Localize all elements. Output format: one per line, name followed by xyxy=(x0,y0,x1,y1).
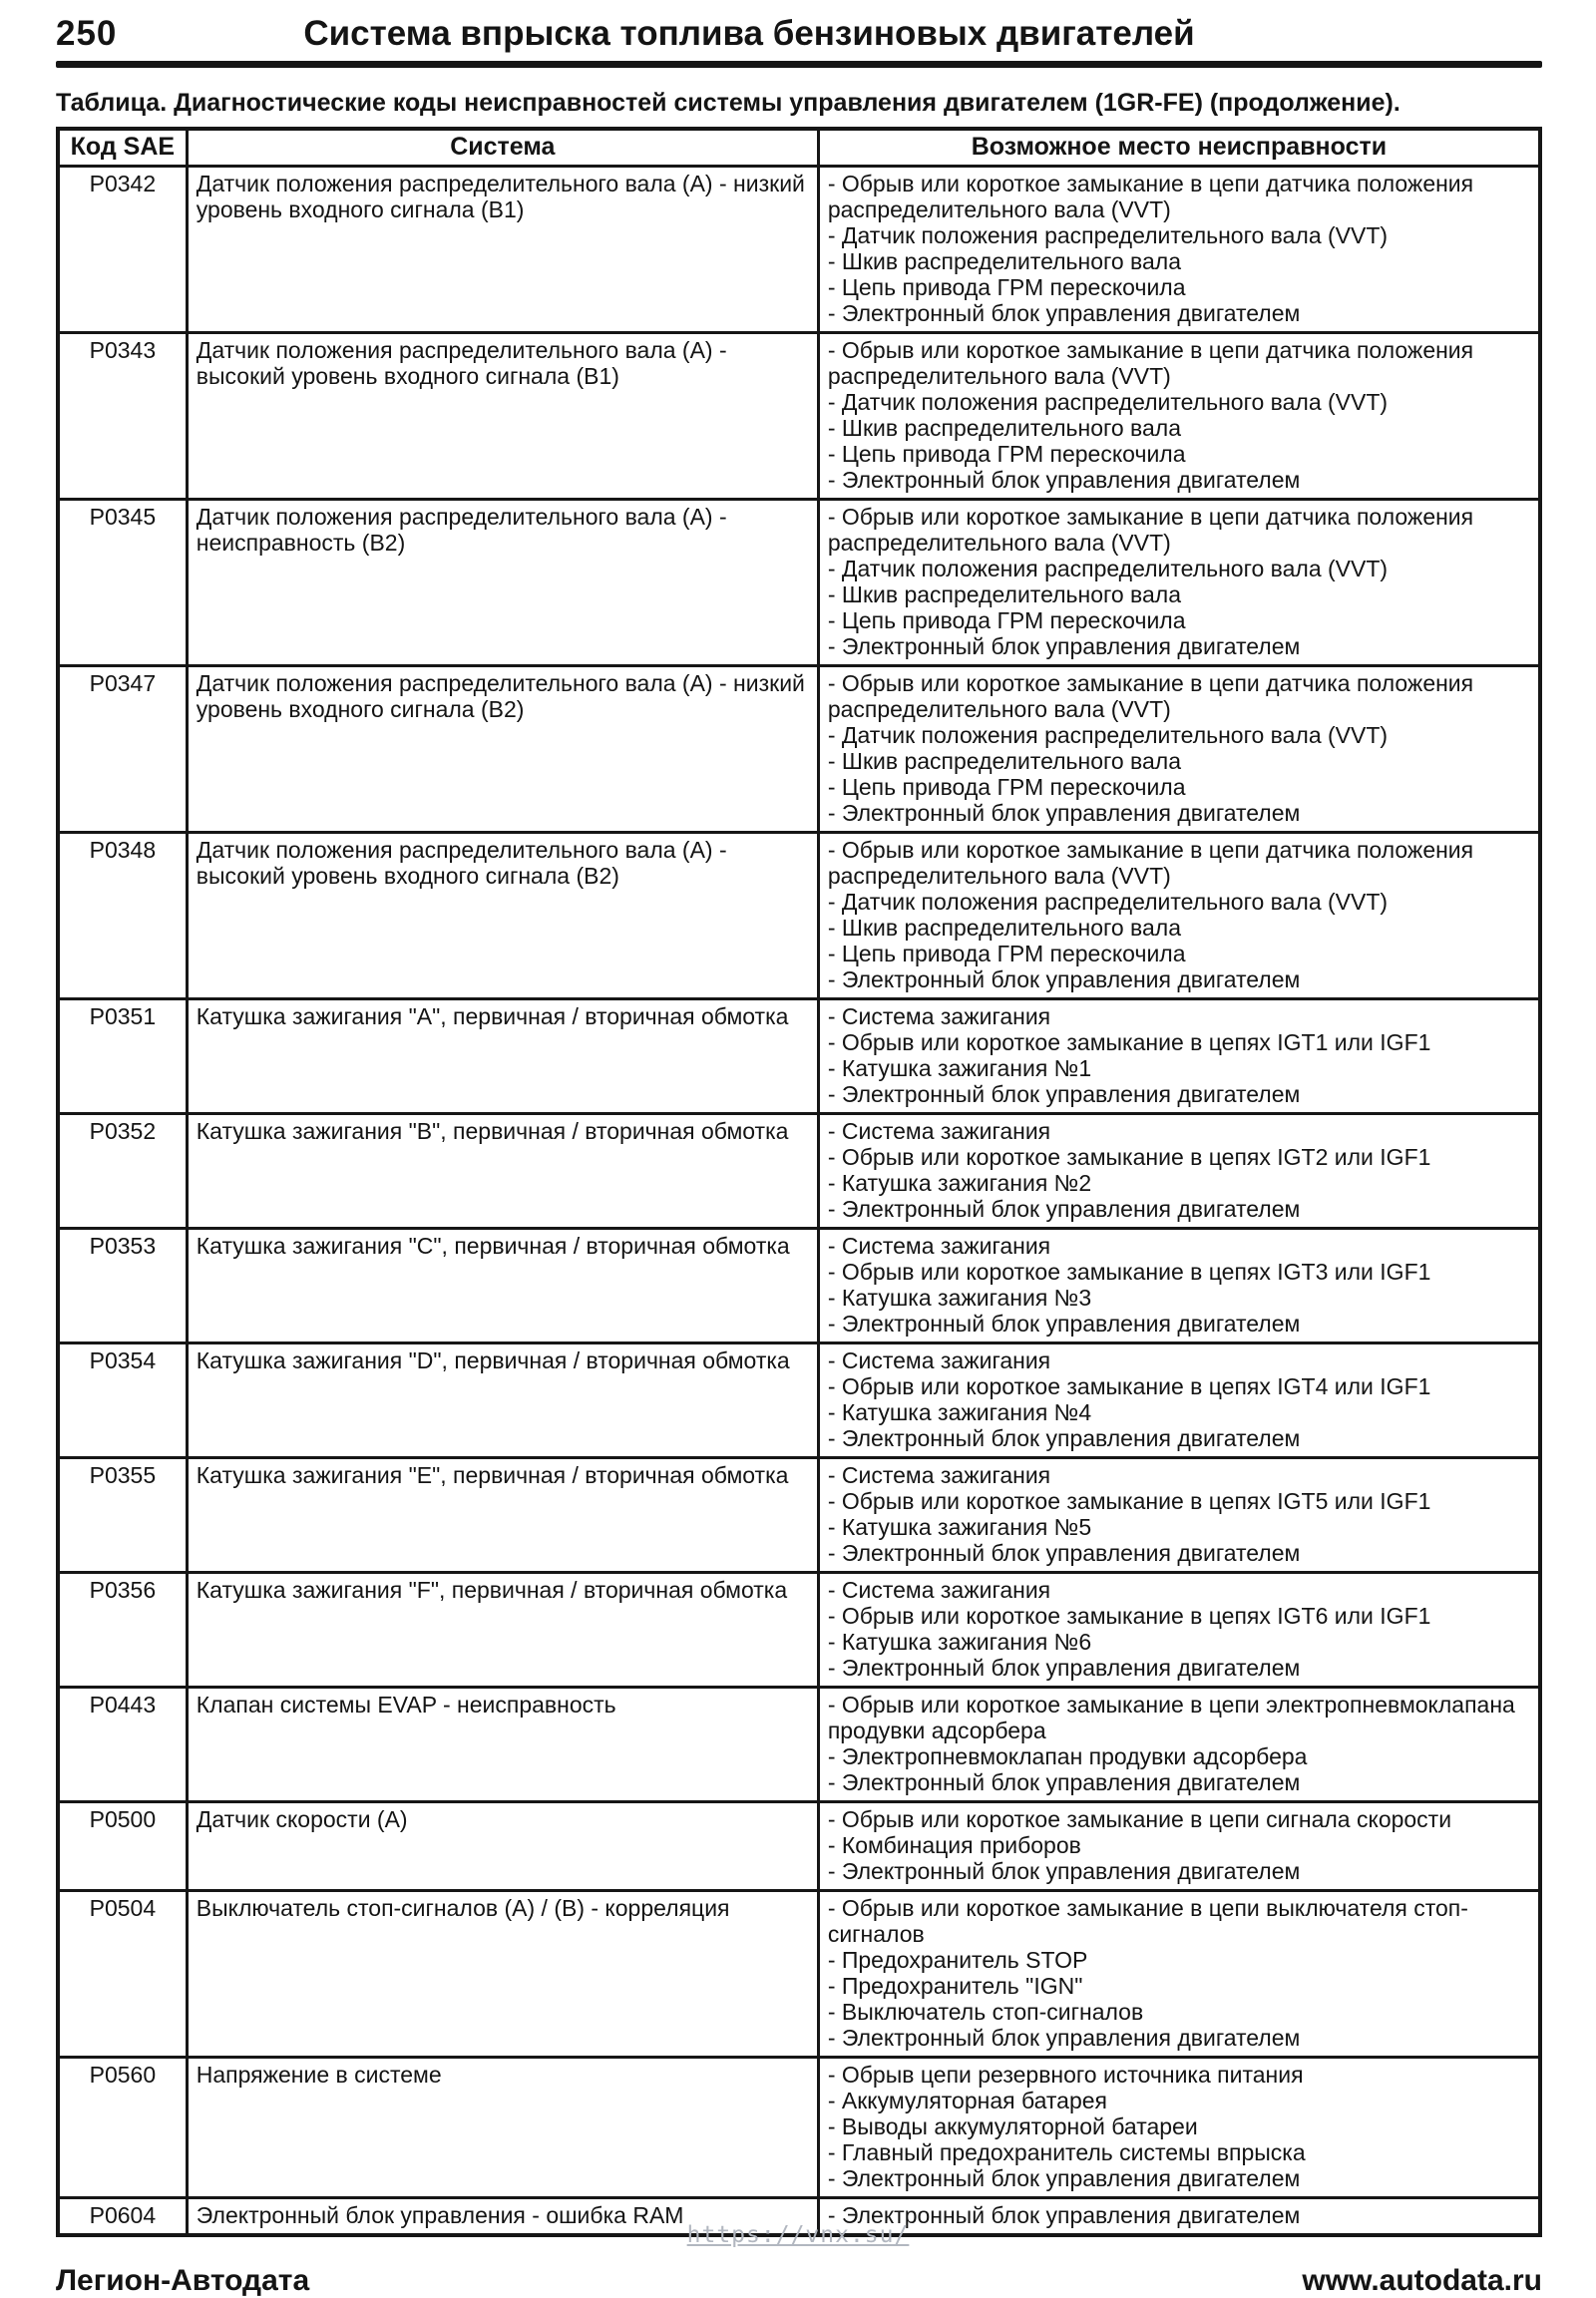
dtc-code-cell: P0343 xyxy=(58,333,187,500)
cause-line: - Датчик положения распределительного вала (VVT) xyxy=(827,889,1389,915)
system-cell: Катушка зажигания "F", первичная / вторичная обмотка xyxy=(187,1573,818,1688)
table-row xyxy=(58,500,1540,666)
system-cell: Электронный блок управления - ошибка RAM xyxy=(187,2198,818,2236)
page-footer xyxy=(56,2264,1542,2298)
table-row xyxy=(58,1688,1540,1802)
cause-line: - Обрыв цепи резервного источника питания xyxy=(827,2062,1304,2088)
system-cell: Катушка зажигания "B", первичная / вторичная обмотка xyxy=(187,1114,818,1229)
dtc-code-cell: P0443 xyxy=(58,1688,187,1802)
cause-line: - Электронный блок управления двигателем xyxy=(827,800,1301,826)
cause-line: - Система зажигания xyxy=(827,1118,1051,1144)
cause-line: - Выводы аккумуляторной батареи xyxy=(827,2113,1198,2139)
cause-line: - Обрыв или короткое замыкание в цепях IGT4 или IGF1 xyxy=(827,1373,1431,1399)
system-cell: Напряжение в системе xyxy=(187,2058,818,2198)
dtc-code-cell: P0353 xyxy=(58,1229,187,1343)
table-caption: Таблица. Диагностические коды неисправностей системы управления двигателем (1GR-FE) (продолжение). xyxy=(56,89,1400,117)
cause-line: - Шкив распределительного вала xyxy=(827,248,1182,274)
causes-cell xyxy=(818,1891,1540,2058)
system-cell: Катушка зажигания "D", первичная / вторичная обмотка xyxy=(187,1343,818,1458)
column-header-system: Система xyxy=(187,129,818,167)
table-row xyxy=(58,666,1540,833)
system-cell: Катушка зажигания "E", первичная / вторичная обмотка xyxy=(187,1458,818,1573)
column-header-code: Код SAE xyxy=(58,129,187,167)
table-row xyxy=(58,833,1540,999)
dtc-code-cell: P0347 xyxy=(58,666,187,833)
cause-line: - Главный предохранитель системы впрыска xyxy=(827,2139,1306,2165)
causes-cell xyxy=(818,1229,1540,1343)
system-cell: Катушка зажигания "A", первичная / вторичная обмотка xyxy=(187,999,818,1114)
header-divider xyxy=(56,61,1542,68)
dtc-code-cell: P0352 xyxy=(58,1114,187,1229)
causes-cell xyxy=(818,1343,1540,1458)
column-header-causes: Возможное место неисправности xyxy=(818,129,1540,167)
watermark-url: https://vnx.su/ xyxy=(686,2222,910,2248)
cause-line: - Цепь привода ГРМ перескочила xyxy=(827,941,1186,966)
causes-cell xyxy=(818,833,1540,999)
dtc-code-cell: P0348 xyxy=(58,833,187,999)
cause-line: - Обрыв или короткое замыкание в цепях IGT3 или IGF1 xyxy=(827,1259,1431,1285)
cause-line: - Обрыв или короткое замыкание в цепи электропневмоклапана продувки адсорбера xyxy=(827,1692,1515,1743)
cause-line: - Обрыв или короткое замыкание в цепи датчика положения распределительного вала (VVT) xyxy=(827,171,1474,222)
system-cell: Выключатель стоп-сигналов (A) / (B) - корреляция xyxy=(187,1891,818,2058)
page-title: Система впрыска топлива бензиновых двигателей xyxy=(303,14,1195,53)
cause-line: - Цепь привода ГРМ перескочила xyxy=(827,607,1186,633)
cause-line: - Цепь привода ГРМ перескочила xyxy=(827,774,1186,800)
table-row xyxy=(58,1573,1540,1688)
cause-line: - Катушка зажигания №1 xyxy=(827,1055,1092,1081)
header-row xyxy=(58,129,1540,167)
table-row xyxy=(58,2058,1540,2198)
cause-line: - Катушка зажигания №3 xyxy=(827,1285,1092,1311)
dtc-code-cell: P0351 xyxy=(58,999,187,1114)
cause-line: - Предохранитель "IGN" xyxy=(827,1973,1083,1999)
table-row xyxy=(58,1802,1540,1891)
footer-publisher: Легион-Автодата xyxy=(56,2264,310,2297)
causes-cell xyxy=(818,1802,1540,1891)
cause-line: - Комбинация приборов xyxy=(827,1832,1081,1858)
dtc-code-cell: P0604 xyxy=(58,2198,187,2236)
cause-line: - Шкив распределительного вала xyxy=(827,581,1182,607)
dtc-table-body xyxy=(58,167,1540,2236)
dtc-table-header xyxy=(58,129,1540,167)
cause-line: - Обрыв или короткое замыкание в цепи датчика положения распределительного вала (VVT) xyxy=(827,504,1474,556)
dtc-code-cell: P0354 xyxy=(58,1343,187,1458)
cause-line: - Катушка зажигания №2 xyxy=(827,1170,1092,1196)
causes-cell xyxy=(818,2058,1540,2198)
cause-line: - Катушка зажигания №5 xyxy=(827,1514,1092,1540)
cause-line: - Обрыв или короткое замыкание в цепи выключателя стоп-сигналов xyxy=(827,1895,1468,1947)
causes-cell xyxy=(818,333,1540,500)
cause-line: - Шкив распределительного вала xyxy=(827,748,1182,774)
cause-line: - Электронный блок управления двигателем xyxy=(827,1769,1301,1795)
cause-line: - Датчик положения распределительного вала (VVT) xyxy=(827,556,1389,581)
cause-line: - Обрыв или короткое замыкание в цепях IGT5 или IGF1 xyxy=(827,1488,1431,1514)
dtc-code-cell: P0345 xyxy=(58,500,187,666)
system-cell: Датчик скорости (A) xyxy=(187,1802,818,1891)
dtc-table xyxy=(56,127,1542,2237)
causes-cell xyxy=(818,167,1540,333)
cause-line: - Система зажигания xyxy=(827,1233,1051,1259)
cause-line: - Система зажигания xyxy=(827,1003,1051,1029)
system-cell: Клапан системы EVAP - неисправность xyxy=(187,1688,818,1802)
dtc-code-cell: P0560 xyxy=(58,2058,187,2198)
cause-line: - Обрыв или короткое замыкание в цепях IGT1 или IGF1 xyxy=(827,1029,1431,1055)
cause-line: - Цепь привода ГРМ перескочила xyxy=(827,274,1186,300)
cause-line: - Электронный блок управления двигателем xyxy=(827,1425,1301,1451)
table-row xyxy=(58,1458,1540,1573)
cause-line: - Система зажигания xyxy=(827,1577,1051,1603)
causes-cell xyxy=(818,666,1540,833)
table-row xyxy=(58,1114,1540,1229)
dtc-code-cell: P0504 xyxy=(58,1891,187,2058)
cause-line: - Электронный блок управления двигателем xyxy=(827,1540,1301,1566)
cause-line: - Шкив распределительного вала xyxy=(827,915,1182,941)
cause-line: - Электропневмоклапан продувки адсорбера xyxy=(827,1743,1308,1769)
cause-line: - Катушка зажигания №4 xyxy=(827,1399,1092,1425)
cause-line: - Электронный блок управления двигателем xyxy=(827,1196,1301,1222)
page-number: 250 xyxy=(56,14,118,53)
cause-line: - Электронный блок управления двигателем xyxy=(827,2165,1301,2191)
cause-line: - Электронный блок управления двигателем xyxy=(827,1081,1301,1107)
cause-line: - Обрыв или короткое замыкание в цепях IGT6 или IGF1 xyxy=(827,1603,1431,1629)
table-row xyxy=(58,167,1540,333)
system-cell: Датчик положения распределительного вала (A) - высокий уровень входного сигнала (B1) xyxy=(187,333,818,500)
cause-line: - Катушка зажигания №6 xyxy=(827,1629,1092,1655)
cause-line: - Обрыв или короткое замыкание в цепи датчика положения распределительного вала (VVT) xyxy=(827,670,1474,722)
cause-line: - Электронный блок управления двигателем xyxy=(827,966,1301,992)
cause-line: - Электронный блок управления двигателем xyxy=(827,2202,1301,2228)
dtc-code-cell: P0342 xyxy=(58,167,187,333)
table-row xyxy=(58,333,1540,500)
cause-line: - Система зажигания xyxy=(827,1347,1051,1373)
cause-line: - Система зажигания xyxy=(827,1462,1051,1488)
system-cell: Датчик положения распределительного вала (A) - высокий уровень входного сигнала (B2) xyxy=(187,833,818,999)
cause-line: - Обрыв или короткое замыкание в цепи сигнала скорости xyxy=(827,1806,1452,1832)
cause-line: - Электронный блок управления двигателем xyxy=(827,1858,1301,1884)
cause-line: - Предохранитель STOP xyxy=(827,1947,1088,1973)
cause-line: - Датчик положения распределительного вала (VVT) xyxy=(827,222,1389,248)
cause-line: - Обрыв или короткое замыкание в цепях IGT2 или IGF1 xyxy=(827,1144,1431,1170)
cause-line: - Обрыв или короткое замыкание в цепи датчика положения распределительного вала (VVT) xyxy=(827,337,1474,389)
causes-cell xyxy=(818,1458,1540,1573)
cause-line: - Обрыв или короткое замыкание в цепи датчика положения распределительного вала (VVT) xyxy=(827,837,1474,889)
dtc-code-cell: P0355 xyxy=(58,1458,187,1573)
cause-line: - Датчик положения распределительного вала (VVT) xyxy=(827,722,1389,748)
table-row xyxy=(58,1343,1540,1458)
system-cell: Датчик положения распределительного вала (A) - низкий уровень входного сигнала (B1) xyxy=(187,167,818,333)
table-row xyxy=(58,1229,1540,1343)
system-cell: Датчик положения распределительного вала (A) - низкий уровень входного сигнала (B2) xyxy=(187,666,818,833)
cause-line: - Аккумуляторная батарея xyxy=(827,2088,1108,2113)
system-cell: Датчик положения распределительного вала (A) - неисправность (B2) xyxy=(187,500,818,666)
cause-line: - Электронный блок управления двигателем xyxy=(827,1655,1301,1681)
table-row xyxy=(58,1891,1540,2058)
table-row xyxy=(58,999,1540,1114)
cause-line: - Электронный блок управления двигателем xyxy=(827,300,1301,326)
cause-line: - Электронный блок управления двигателем xyxy=(827,467,1301,493)
page-header xyxy=(56,14,1542,54)
cause-line: - Электронный блок управления двигателем xyxy=(827,633,1301,659)
dtc-code-cell: P0500 xyxy=(58,1802,187,1891)
cause-line: - Цепь привода ГРМ перескочила xyxy=(827,441,1186,467)
cause-line: - Датчик положения распределительного вала (VVT) xyxy=(827,389,1389,415)
causes-cell xyxy=(818,1114,1540,1229)
causes-cell xyxy=(818,500,1540,666)
system-cell: Катушка зажигания "C", первичная / вторичная обмотка xyxy=(187,1229,818,1343)
causes-cell xyxy=(818,999,1540,1114)
footer-website: www.autodata.ru xyxy=(1302,2264,1542,2297)
dtc-code-cell: P0356 xyxy=(58,1573,187,1688)
cause-line: - Электронный блок управления двигателем xyxy=(827,2025,1301,2051)
cause-line: - Электронный блок управления двигателем xyxy=(827,1311,1301,1337)
cause-line: - Выключатель стоп-сигналов xyxy=(827,1999,1144,2025)
cause-line: - Шкив распределительного вала xyxy=(827,415,1182,441)
causes-cell xyxy=(818,1688,1540,1802)
causes-cell xyxy=(818,1573,1540,1688)
